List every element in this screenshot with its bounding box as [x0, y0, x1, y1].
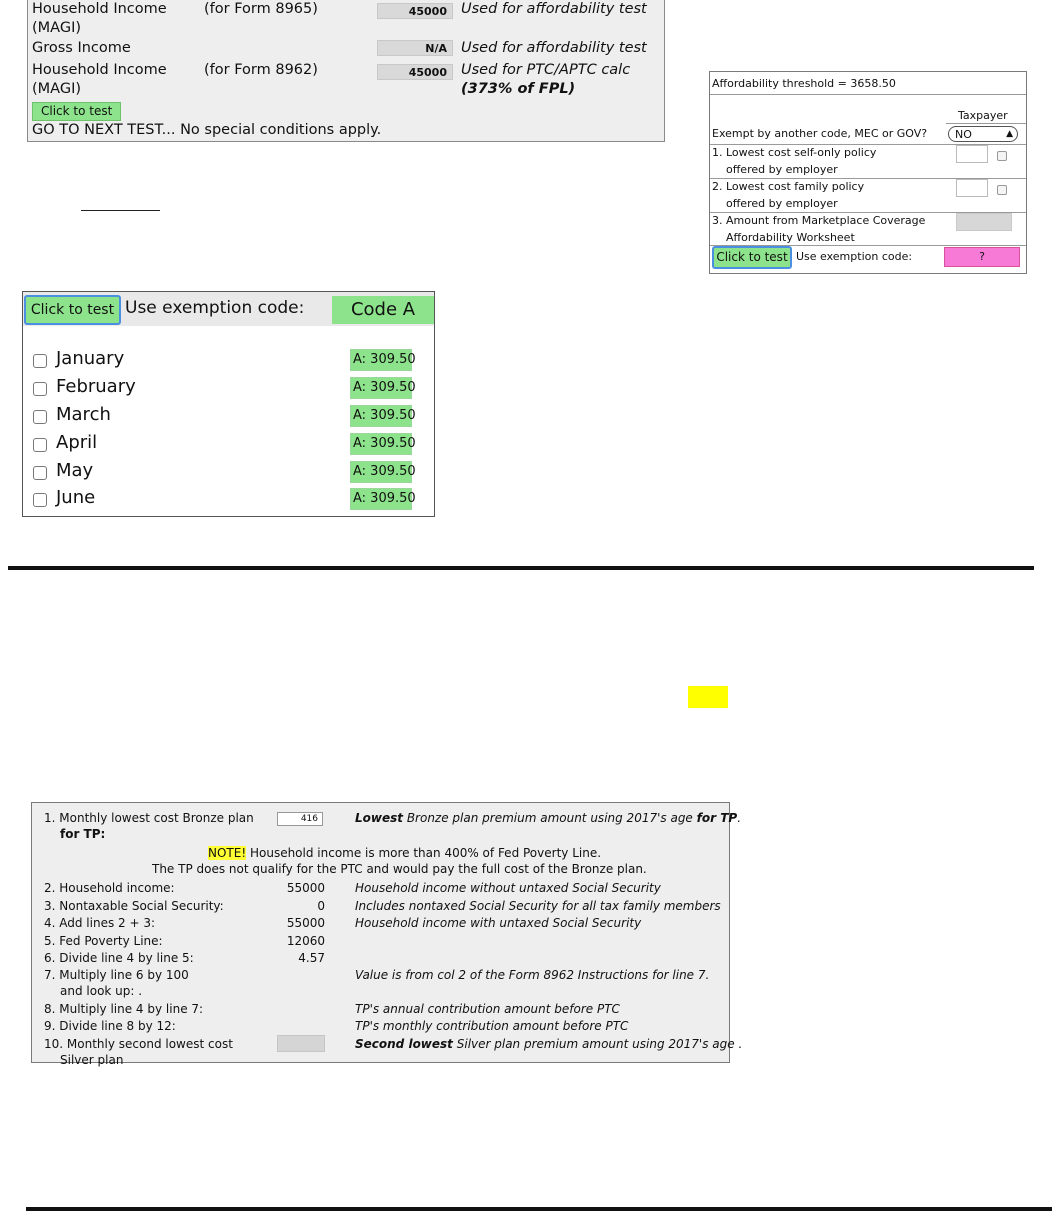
- line4-value: 55000: [286, 916, 325, 930]
- income-test-panel: [27, 0, 665, 142]
- line5-value: 12060: [286, 934, 325, 948]
- household-income-label: Household Income: [32, 1, 167, 17]
- month-value: A: 309.50: [350, 405, 412, 427]
- ptc-note: Used for PTC/APTC calc: [461, 62, 631, 78]
- exemption-code-value: Code A: [332, 296, 434, 324]
- line2-value: 55000: [286, 881, 325, 895]
- line1-label: 1. Monthly lowest cost Bronze plan: [44, 811, 254, 825]
- month-row: [23, 431, 434, 458]
- use-exemption-label: Use exemption code:: [796, 250, 913, 263]
- taxpayer-column-header: Taxpayer: [958, 109, 1008, 122]
- line1-label-cont: offered by employer: [726, 163, 838, 176]
- line6-label: 6. Divide line 4 by line 5:: [44, 951, 194, 965]
- marketplace-amount-field: [956, 213, 1012, 231]
- month-row: [23, 486, 434, 513]
- underline-divider: [81, 210, 160, 211]
- exempt-select-value: NO: [955, 128, 972, 141]
- line1-label: 1. Lowest cost self-only policy: [712, 146, 877, 159]
- affordability-note: Used for affordability test: [461, 40, 647, 56]
- exemption-code-value: ?: [944, 247, 1020, 267]
- note-bold: Lowest: [355, 811, 403, 825]
- month-value: A: 309.50: [350, 377, 412, 399]
- month-checkbox[interactable]: [33, 493, 47, 507]
- month-row: [23, 375, 434, 402]
- note-bold: Second lowest: [355, 1037, 453, 1051]
- line1-label-cont: for TP:: [60, 827, 106, 841]
- click-to-test-button[interactable]: Click to test: [712, 246, 792, 269]
- line5-label: 5. Fed Poverty Line:: [44, 934, 163, 948]
- note-rest: Silver plan premium amount using 2017's age .: [452, 1037, 743, 1051]
- line6-value: 4.57: [298, 951, 325, 965]
- exempt-label: Exempt by another code, MEC or GOV?: [712, 127, 928, 140]
- line2-label-cont: offered by employer: [726, 197, 838, 210]
- note-line: [208, 846, 601, 860]
- month-row: [23, 403, 434, 430]
- line1-note: [355, 811, 741, 825]
- note-line2: The TP does not qualify for the PTC and would pay the full cost of the Bronze plan.: [152, 862, 647, 876]
- line3-label: 3. Amount from Marketplace Coverage: [712, 214, 926, 227]
- divider: [710, 94, 1026, 95]
- self-only-policy-input[interactable]: [956, 145, 988, 163]
- affordability-threshold: Affordability threshold = 3658.50: [712, 77, 896, 90]
- line7-label: 7. Multiply line 6 by 100: [44, 968, 189, 982]
- section-divider: [8, 566, 1034, 570]
- month-name: March: [56, 404, 111, 425]
- month-value: A: 309.50: [350, 433, 412, 455]
- note-end: .: [737, 811, 742, 825]
- month-value: A: 309.50: [350, 488, 412, 510]
- household-income-8962-value: 45000: [377, 64, 453, 80]
- yellow-highlight: [688, 686, 728, 708]
- note-tag: NOTE!: [208, 846, 247, 860]
- line9-note: TP's monthly contribution amount before PTC: [355, 1019, 629, 1033]
- month-row: [23, 347, 434, 374]
- month-value: A: 309.50: [350, 349, 412, 371]
- family-policy-checkbox[interactable]: [997, 185, 1007, 195]
- affordability-note: Used for affordability test: [461, 1, 647, 17]
- month-name: June: [56, 487, 96, 508]
- section-divider: [26, 1207, 1052, 1211]
- exempt-select[interactable]: [948, 126, 1018, 142]
- month-checkbox[interactable]: [33, 438, 47, 452]
- month-value: A: 309.50: [350, 461, 412, 483]
- use-exemption-label: Use exemption code:: [125, 298, 305, 318]
- line7-note: Value is from col 2 of the Form 8962 Instructions for line 7.: [355, 968, 710, 982]
- month-checkbox[interactable]: [33, 382, 47, 396]
- line2-label: 2. Household income:: [44, 881, 175, 895]
- line3-label: 3. Nontaxable Social Security:: [44, 899, 224, 913]
- line10-note: [355, 1037, 742, 1051]
- line4-note: Household income with untaxed Social Security: [355, 916, 642, 930]
- line10-label: 10. Monthly second lowest cost: [44, 1037, 233, 1051]
- gross-income-label: Gross Income: [32, 40, 131, 56]
- test-result-text: GO TO NEXT TEST... No special conditions apply.: [32, 122, 382, 138]
- line2-label: 2. Lowest cost family policy: [712, 180, 865, 193]
- note-mid: Bronze plan premium amount using 2017's age: [403, 811, 697, 825]
- click-to-test-button[interactable]: Click to test: [24, 295, 121, 325]
- line3-label-cont: Affordability Worksheet: [726, 231, 855, 244]
- line4-label: 4. Add lines 2 + 3:: [44, 916, 156, 930]
- line9-label: 9. Divide line 8 by 12:: [44, 1019, 176, 1033]
- month-checkbox[interactable]: [33, 354, 47, 368]
- click-to-test-button[interactable]: Click to test: [32, 102, 121, 121]
- affordability-panel: [709, 71, 1027, 274]
- month-name: April: [56, 432, 98, 453]
- month-name: February: [56, 376, 136, 397]
- monthly-exemption-panel: [22, 291, 435, 517]
- family-policy-input[interactable]: [956, 179, 988, 197]
- silver-premium-field: [277, 1035, 325, 1052]
- bronze-premium-input[interactable]: 416: [277, 812, 323, 826]
- fpl-percent-note: (373% of FPL): [461, 81, 576, 97]
- form-8965-label: (for Form 8965): [204, 1, 318, 17]
- month-row: [23, 459, 434, 486]
- magi-label: (MAGI): [32, 81, 82, 97]
- line3-note: Includes nontaxed Social Security for all tax family members: [355, 899, 721, 913]
- note-bold2: for TP: [696, 811, 738, 825]
- divider: [946, 123, 1026, 124]
- select-arrows-icon: ▲: [1006, 129, 1013, 139]
- household-income-8965-value: 45000: [377, 3, 453, 19]
- household-income-label: Household Income: [32, 62, 167, 78]
- form-8962-label: (for Form 8962): [204, 62, 318, 78]
- line8-label: 8. Multiply line 4 by line 7:: [44, 1002, 204, 1016]
- month-name: May: [56, 460, 94, 481]
- month-checkbox[interactable]: [33, 410, 47, 424]
- line8-note: TP's annual contribution amount before PTC: [355, 1002, 620, 1016]
- note-text: Household income is more than 400% of Fed Poverty Line.: [246, 846, 602, 860]
- line2-note: Household income without untaxed Social Security: [355, 881, 661, 895]
- gross-income-value: N/A: [377, 40, 453, 56]
- self-only-checkbox[interactable]: [997, 151, 1007, 161]
- line10-label-cont: Silver plan: [60, 1053, 124, 1067]
- month-name: January: [56, 348, 125, 369]
- line7-label-cont: and look up: .: [60, 984, 143, 998]
- month-checkbox[interactable]: [33, 466, 47, 480]
- magi-label: (MAGI): [32, 20, 82, 36]
- ptc-worksheet-panel: [31, 802, 743, 1067]
- line3-value: 0: [317, 899, 325, 913]
